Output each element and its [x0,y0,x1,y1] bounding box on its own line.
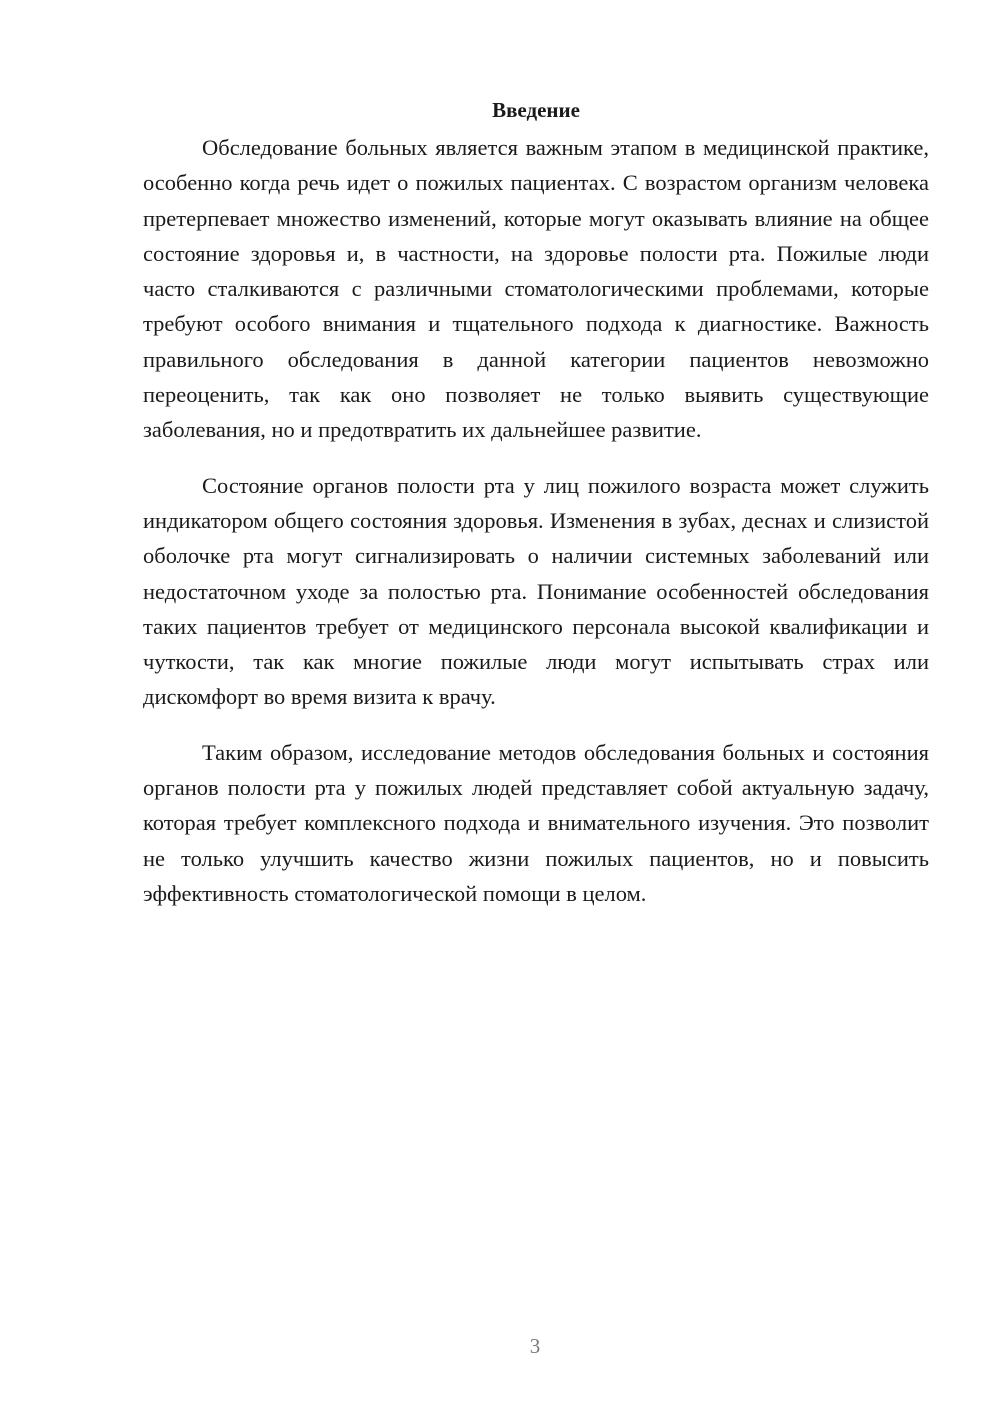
paragraph-2: Состояние органов полости рта у лиц пожилого возраста может служить индикатором общего состояния здоровья. Изменения в зубах, деснах и слизистой оболочке рта могут сигнализировать о наличии системных заболеваний или недостаточном уходе за полостью рта. Понимание особенностей обследования таких пациентов требует от медицинского персонала высокой квалификации и чуткости, так как многие пожилые люди могут испытывать страх или дискомфорт во время визита к врачу. [143,472,929,710]
page-number: 3 [529,1334,541,1358]
page-content [143,92,929,931]
section-heading: Введение [492,98,580,122]
paragraph-1: Обследование больных является важным этапом в медицинской практике, особенно когда речь идет о пожилых пациентах. С возрастом организм человека претерпевает множество изменений, которые могут оказывать влияние на общее состояние здоровья и, в частности, на здоровье полости рта. Пожилые люди часто сталкиваются с различными стоматологическими проблемами, которые требуют особого внимания и тщательного подхода к диагностике. Важность правильного обследования в данной категории пациентов невозможно переоценить, так как оно позволяет не только выявить существующие заболевания, но и предотвратить их дальнейшее развитие. [143,135,929,443]
paragraph-3: Таким образом, исследование методов обследования больных и состояния органов полости рта у пожилых людей представляет собой актуальную задачу, которая требует комплексного подхода и внимательного изучения. Это позволит не только улучшить качество жизни пожилых пациентов, но и повысить эффективность стоматологической помощи в целом. [143,739,929,906]
